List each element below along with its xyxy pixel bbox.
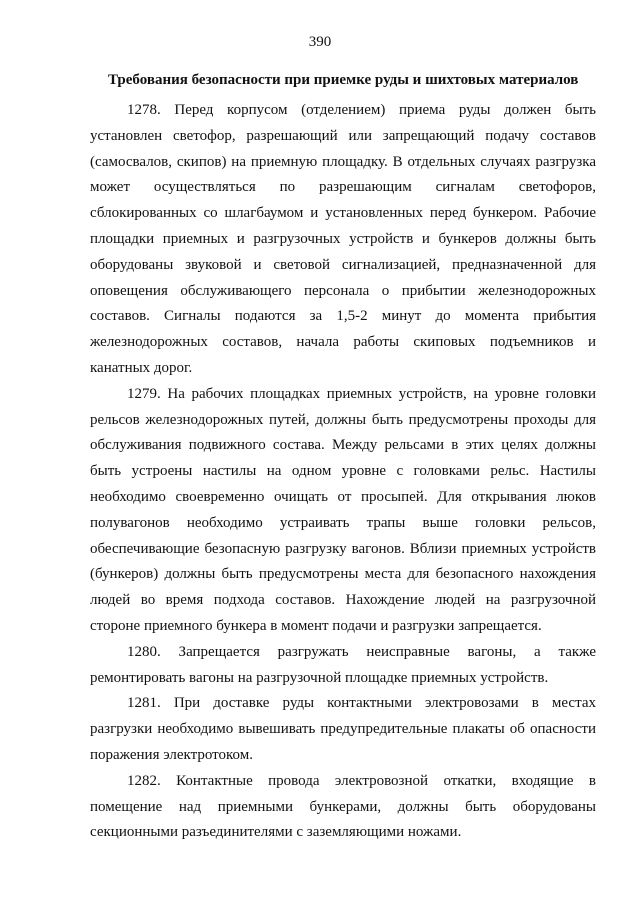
document-body [90,98,596,846]
text-line: 1280. Запрещается разгружать неисправные вагоны, а также [127,643,596,660]
text-line: рельсов железнодорожных путей, должны быть предусмотрены проходы для [90,411,596,428]
text-line: оборудованы звуковой и световой сигнализацией, предназначенной для [90,256,596,273]
text-line: полувагонов необходимо устраивать трапы выше головки рельсов, [90,514,596,531]
text-line: оповещения обслуживающего персонала о прибытии железнодорожных [90,282,596,299]
text-line: установлен светофор, разрешающий или запрещающий подачу составов [90,127,596,144]
text-line: быть устроены настилы на одном уровне с головками рельс. Настилы [90,463,596,480]
text-line: 1278. Перед корпусом (отделением) приема руды должен быть [127,102,596,118]
paragraph-1279 [90,382,596,640]
text-line: 1282. Контактные провода электровозной откатки, входящие в [127,772,596,789]
text-line: ремонтировать вагоны на разгрузочной площадке приемных устройств. [90,669,549,686]
text-line: (бункеров) должны быть предусмотрены места для безопасного нахождения [90,566,596,583]
text-line: площадки приемных и разгрузочных устройств и бункеров должны быть [90,230,596,247]
page-number: 390 [308,34,332,50]
paragraph-1282 [90,769,596,846]
paragraph-1280 [90,640,596,692]
text-line: обслуживания подвижного состава. Между рельсами в этих целях должны [90,437,596,454]
text-line: разгрузки необходимо вывешивать предупредительные плакаты об опасности [90,721,596,738]
paragraph-1278 [90,98,596,382]
section-heading: Требования безопасности при приемке руды и шихтовых материалов [108,72,579,88]
text-line: обеспечивающие безопасную разгрузку вагонов. Вблизи приемных устройств [90,540,596,557]
text-line: стороне приемного бункера в момент подачи и разгрузки запрещается. [90,617,542,634]
text-line: помещение над приемными бункерами, должны быть оборудованы [90,798,596,815]
text-line: поражения электротоком. [90,746,253,763]
text-line: секционными разъединителями с заземляющими ножами. [90,824,462,841]
text-line: железнодорожных составов, начала работы скиповых подъемников и [90,334,596,351]
text-line: может осуществляться по разрешающим сигналам светофоров, [90,179,596,196]
text-line: 1279. На рабочих площадках приемных устройств, на уровне головки [127,385,596,402]
text-line: 1281. При доставке руды контактными электровозами в местах [127,695,596,712]
text-line: сблокированных со шлагбаумом и установленных перед бункером. Рабочие [90,205,596,222]
text-line: канатных дорог. [90,359,193,376]
text-line: составов. Сигналы подаются за 1,5-2 минут до момента прибытия [90,308,596,325]
text-line: (самосвалов, скипов) на приемную площадку. В отдельных случаях разгрузка [90,153,596,170]
paragraph-1281 [90,691,596,768]
text-line: людей во время подхода составов. Нахождение людей на разгрузочной [90,592,596,609]
text-line: необходимо своевременно очищать от просыпей. Для открывания люков [90,488,596,505]
